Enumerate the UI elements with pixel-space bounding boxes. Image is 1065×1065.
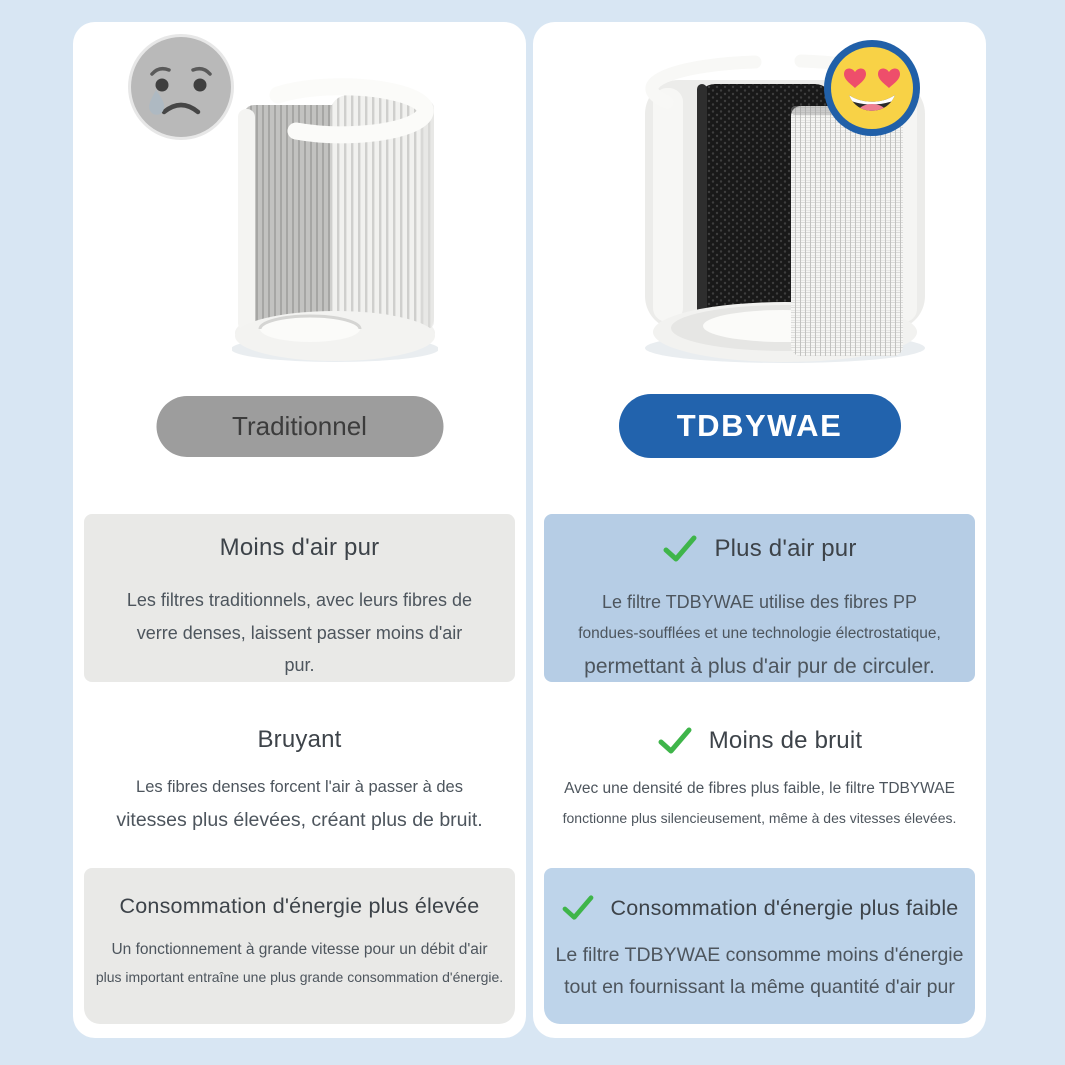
section-title: Consommation d'énergie plus élevée	[119, 894, 480, 918]
check-icon	[561, 894, 595, 922]
body-line: Avec une densité de fibres plus faible, le filtre TDBYWAE	[564, 780, 955, 797]
traditional-hero	[73, 22, 526, 514]
body-line: Les fibres denses forcent l'air à passer à des	[136, 778, 463, 796]
body-line: Le filtre TDBYWAE consomme moins d'énergie	[555, 944, 964, 966]
traditional-badge	[156, 396, 443, 457]
section-more-pure-air	[544, 514, 975, 682]
traditional-filter-image	[232, 65, 438, 365]
section-title: Bruyant	[257, 726, 342, 753]
section-less-pure-air	[84, 514, 515, 682]
body-line: permettant à plus d'air pur de circuler.	[584, 655, 935, 679]
section-title: Plus d'air pur	[714, 535, 857, 562]
traditional-card	[73, 22, 526, 1038]
section-higher-energy	[84, 868, 515, 1024]
body-line: Le filtre TDBYWAE utilise des fibres PP	[601, 592, 918, 612]
crying-face-emoji-icon	[126, 32, 236, 142]
check-icon	[657, 726, 693, 756]
body-line: fondues-soufflées et une technologie électrostatique,	[578, 624, 941, 642]
section-title: Moins d'air pur	[219, 534, 380, 561]
tdbywae-card	[533, 22, 986, 1038]
section-title: Consommation d'énergie plus faible	[610, 895, 959, 920]
body-line: fonctionne plus silencieusement, même à des vitesses élevées.	[562, 809, 957, 826]
tdbywae-hero	[533, 22, 986, 514]
traditional-badge-label: Traditionnel	[232, 411, 367, 441]
body-line: tout en fournissant la même quantité d'air pur	[564, 976, 955, 999]
body-line: plus important entraîne une plus grande consommation d'énergie.	[95, 968, 504, 985]
traditional-sections	[73, 514, 526, 1024]
body-line: pur.	[284, 655, 315, 676]
body-line: vitesses plus élevées, créant plus de bruit.	[116, 808, 483, 831]
section-less-noise	[544, 692, 975, 858]
section-lower-energy	[544, 868, 975, 1024]
body-line: verre denses, laissent passer moins d'air	[136, 622, 463, 643]
tdbywae-sections	[533, 514, 986, 1024]
section-noisy	[84, 692, 515, 858]
section-title: Moins de bruit	[708, 727, 863, 754]
body-line: Un fonctionnement à grande vitesse pour un débit d'air	[111, 941, 488, 958]
tdbywae-badge-label: TDBYWAE	[676, 408, 843, 443]
heart-eyes-emoji-icon	[822, 38, 922, 138]
check-icon	[662, 534, 698, 564]
body-line: Les filtres traditionnels, avec leurs fibres de	[126, 590, 473, 610]
tdbywae-badge	[619, 394, 901, 458]
